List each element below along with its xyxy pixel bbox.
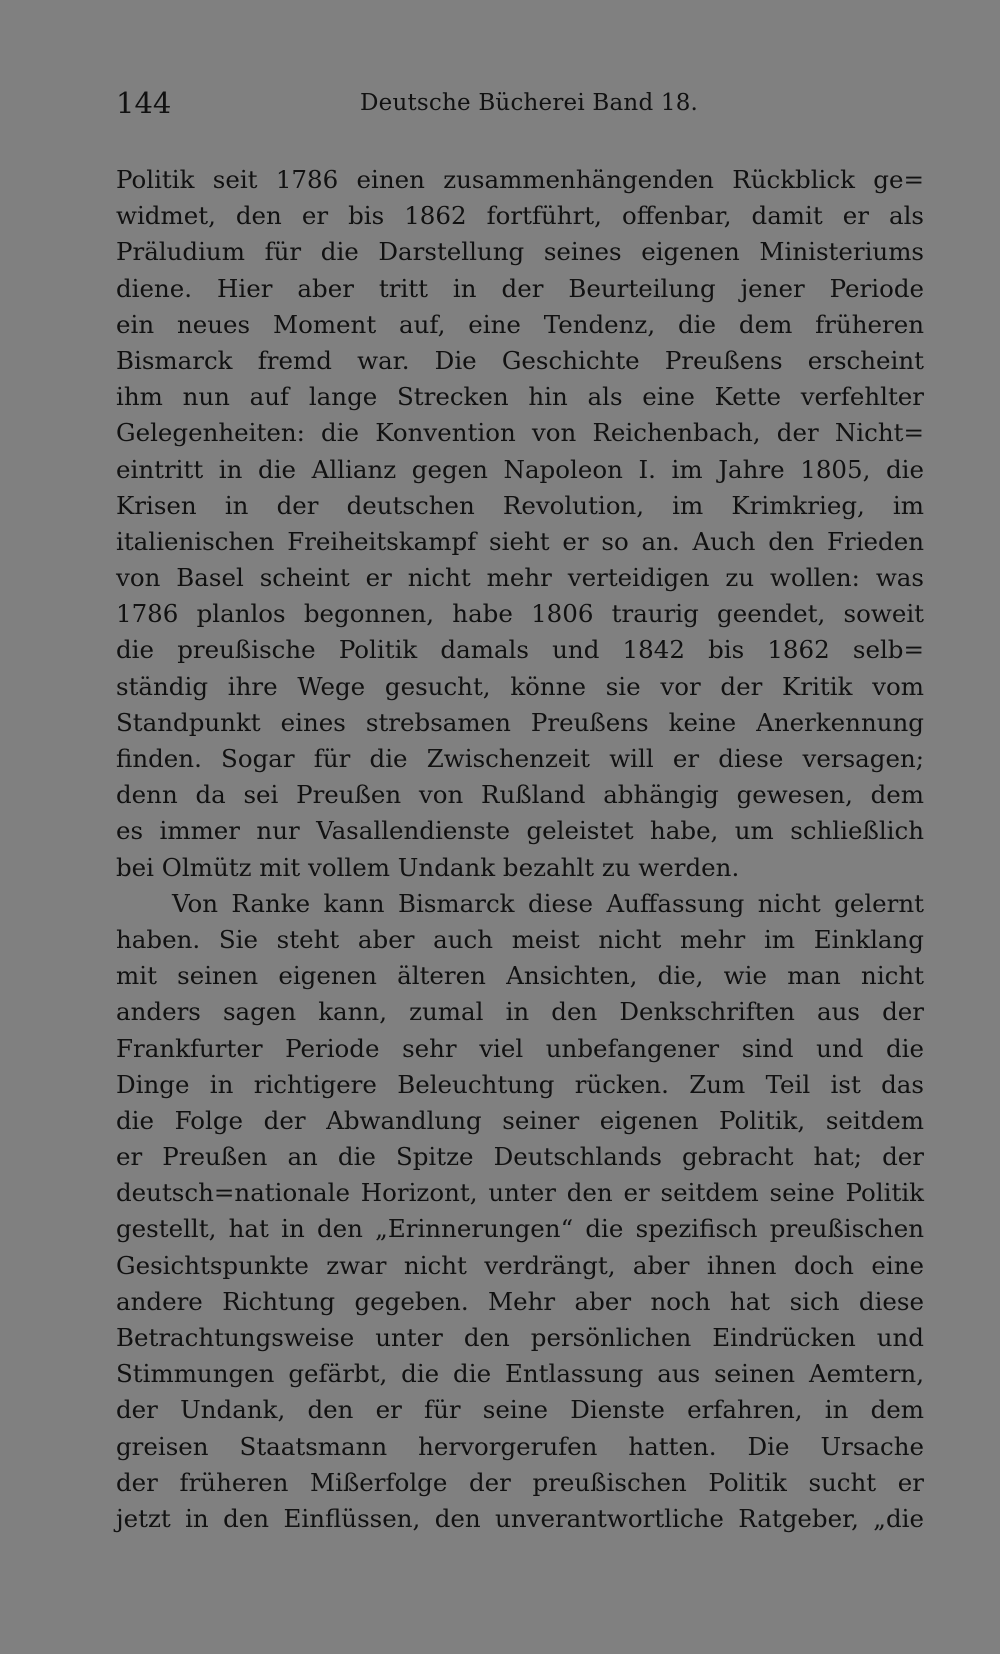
text-line: der Undank, den er für seine Dienste erfahren, in dem <box>116 1395 924 1425</box>
text-line: finden. Sogar für die Zwischenzeit will er diese versagen; <box>116 744 924 773</box>
text-line: greisen Staatsmann hervorgerufen hatten. Die Ursache <box>116 1431 924 1461</box>
text-line: Von Ranke kann Bismarck diese Auffassung nicht gelernt <box>172 888 924 918</box>
text-line: Betrachtungsweise unter den persönlichen Eindrücken und <box>116 1323 924 1352</box>
running-head <box>116 86 924 122</box>
text-line: Frankfurter Periode sehr viel unbefangener sind und die <box>116 1033 924 1063</box>
text-line: ein neues Moment auf, eine Tendenz, die dem früheren <box>116 309 924 339</box>
text-line: widmet, den er bis 1862 fortführt, offenbar, damit er als <box>116 201 924 231</box>
text-line: italienischen Freiheitskampf sieht er so an. Auch den Frieden <box>116 526 924 556</box>
text-line: ihm nun auf lange Strecken hin als eine Kette verfehlter <box>116 382 924 412</box>
text-line: andere Richtung gegeben. Mehr aber noch hat sich diese <box>116 1286 924 1316</box>
text-line: Standpunkt eines strebsamen Preußens keine Anerkennung <box>116 707 924 737</box>
text-line: von Basel scheint er nicht mehr verteidigen zu wollen: was <box>116 563 924 593</box>
text-line: Krisen in der deutschen Revolution, im Krimkrieg, im <box>116 490 924 520</box>
text-line: gestellt, hat in den „Erinnerungen“ die spezifisch preußischen <box>116 1214 924 1244</box>
text-line: 1786 planlos begonnen, habe 1806 traurig geendet, soweit <box>116 599 924 629</box>
text-line: Bismarck fremd war. Die Geschichte Preußens erscheint <box>116 345 924 375</box>
text-line: der früheren Mißerfolge der preußischen Politik sucht er <box>116 1467 924 1497</box>
text-line: Dinge in richtigere Beleuchtung rücken. Zum Teil ist das <box>116 1069 924 1099</box>
running-title: Deutsche Bücherei Band 18. <box>360 90 699 116</box>
text-line: diene. Hier aber tritt in der Beurteilung jener Periode <box>116 273 924 303</box>
text-line: eintritt in die Allianz gegen Napoleon I. im Jahre 1805, die <box>116 454 924 484</box>
text-line: Gesichtspunkte zwar nicht verdrängt, aber ihnen doch eine <box>116 1250 924 1280</box>
page-number: 144 <box>116 86 172 120</box>
text-line: Gelegenheiten: die Konvention von Reichenbach, der Nicht= <box>116 418 924 448</box>
text-line: er Preußen an die Spitze Deutschlands gebracht hat; der <box>116 1142 924 1172</box>
body-text <box>116 162 924 1537</box>
text-line: jetzt in den Einflüssen, den unverantwortliche Ratgeber, „die <box>116 1503 924 1533</box>
text-line: mit seinen eigenen älteren Ansichten, die, wie man nicht <box>116 961 924 991</box>
text-line: denn da sei Preußen von Rußland abhängig gewesen, dem <box>116 780 924 810</box>
text-line: Präludium für die Darstellung seines eigenen Ministeriums <box>116 237 924 267</box>
text-line: Stimmungen gefärbt, die die Entlassung aus seinen Aemtern, <box>116 1359 924 1389</box>
text-line: Politik seit 1786 einen zusammenhängenden Rückblick ge= <box>116 165 924 194</box>
text-line: anders sagen kann, zumal in den Denkschriften aus der <box>116 997 924 1027</box>
text-line: haben. Sie steht aber auch meist nicht mehr im Einklang <box>116 924 924 954</box>
text-line: bei Olmütz mit vollem Undank bezahlt zu werden. <box>116 852 740 882</box>
text-line: die Folge der Abwandlung seiner eigenen Politik, seitdem <box>116 1105 924 1135</box>
text-line: ständig ihre Wege gesucht, könne sie vor der Kritik vom <box>116 671 924 701</box>
text-line: deutsch=nationale Horizont, unter den er seitdem seine Politik <box>116 1178 924 1208</box>
text-line: es immer nur Vasallendienste geleistet habe, um schließlich <box>116 816 924 846</box>
text-line: die preußische Politik damals und 1842 bis 1862 selb= <box>116 635 924 665</box>
